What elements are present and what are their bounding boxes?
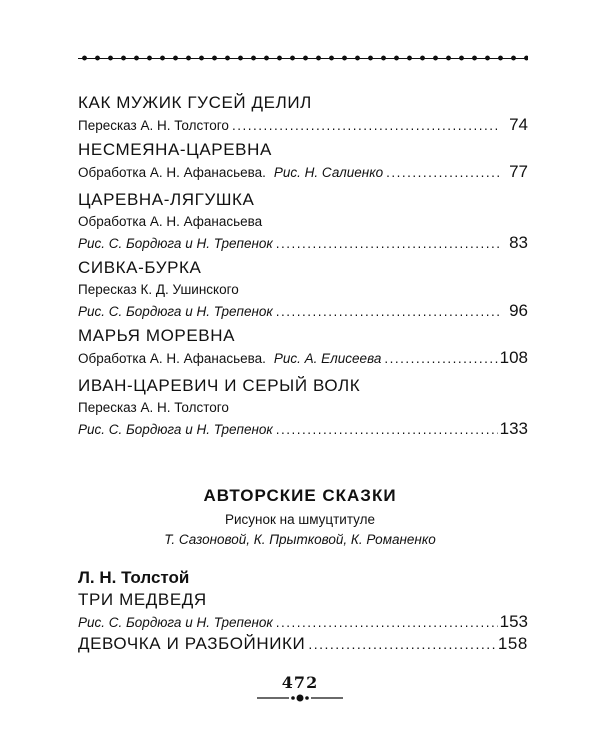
adaptation-credit: Пересказ А. Н. Толстого bbox=[78, 400, 229, 415]
toc-line bbox=[78, 633, 528, 655]
footer-page-number: 472 bbox=[281, 673, 319, 692]
toc-line bbox=[78, 114, 528, 136]
dot-leader bbox=[276, 612, 498, 633]
toc-line bbox=[78, 418, 528, 440]
story-title: ЦАРЕВНА-ЛЯГУШКА bbox=[78, 190, 255, 209]
author-name: Л. Н. Толстой bbox=[78, 568, 190, 587]
page-number: 108 bbox=[499, 348, 528, 367]
page-number: 158 bbox=[497, 634, 528, 653]
dot-leader bbox=[308, 633, 495, 655]
story-title: ДЕВОЧКА И РАЗБОЙНИКИ bbox=[78, 634, 306, 653]
dot-leader bbox=[232, 115, 500, 136]
story-title: ИВАН-ЦАРЕВИЧ И СЕРЫЙ ВОЛК bbox=[78, 376, 361, 395]
story-title: ТРИ МЕДВЕДЯ bbox=[78, 590, 207, 609]
illustrator-credit: Рис. С. Бордюга и Н. Трепенок bbox=[78, 615, 273, 630]
page-number: 74 bbox=[509, 115, 528, 134]
toc-entry bbox=[78, 257, 528, 325]
toc-line bbox=[78, 300, 528, 322]
illustrator-credit: Рис. С. Бордюга и Н. Трепенок bbox=[78, 422, 273, 437]
adaptation-credit: Обработка А. Н. Афанасьева bbox=[78, 214, 263, 229]
illustrator-credit: Рис. С. Бордюга и Н. Трепенок bbox=[78, 304, 273, 319]
page-number: 83 bbox=[509, 233, 528, 252]
contents-list bbox=[78, 92, 528, 443]
adaptation-credit: Пересказ К. Д. Ушинского bbox=[78, 282, 239, 297]
section-illustrators: Т. Сазоновой, К. Прытковой, К. Романенко bbox=[164, 532, 436, 547]
toc-line bbox=[78, 232, 528, 254]
dot-leader bbox=[386, 162, 500, 183]
dot-leader bbox=[276, 301, 500, 322]
adaptation-credit: Обработка А. Н. Афанасьева. bbox=[78, 351, 266, 366]
illustrator-credit: Рис. С. Бордюга и Н. Трепенок bbox=[78, 236, 273, 251]
dot-leader bbox=[276, 419, 498, 440]
story-title: КАК МУЖИК ГУСЕЙ ДЕЛИЛ bbox=[78, 93, 312, 112]
toc-entry bbox=[78, 139, 528, 189]
adaptation-credit: Обработка А. Н. Афанасьева. bbox=[78, 165, 266, 180]
section-heading: АВТОРСКИЕ СКАЗКИ bbox=[203, 486, 397, 505]
page-number: 96 bbox=[509, 301, 528, 320]
toc-line bbox=[78, 611, 528, 633]
dot-leader bbox=[384, 348, 497, 369]
toc-entry bbox=[78, 325, 528, 375]
section-subtitle: Рисунок на шмуцтитуле bbox=[224, 512, 376, 527]
toc-entry bbox=[78, 189, 528, 257]
dot-leader bbox=[276, 233, 500, 254]
story-title: СИВКА-БУРКА bbox=[78, 258, 202, 277]
toc-entry bbox=[78, 375, 528, 443]
story-title: НЕСМЕЯНА-ЦАРЕВНА bbox=[78, 140, 272, 159]
toc-entry bbox=[78, 92, 528, 142]
page-number: 133 bbox=[499, 419, 528, 438]
illustrator-credit: Рис. А. Елисеева bbox=[273, 351, 382, 366]
page-number: 153 bbox=[499, 612, 528, 631]
toc-line bbox=[78, 347, 528, 369]
top-ornament-border bbox=[78, 52, 528, 64]
toc-line bbox=[78, 161, 528, 183]
story-title: МАРЬЯ МОРЕВНА bbox=[78, 326, 236, 345]
illustrator-credit: Рис. Н. Салиенко bbox=[273, 165, 384, 180]
author-block bbox=[78, 568, 528, 655]
footer-ornament bbox=[255, 693, 345, 703]
page-number: 77 bbox=[509, 162, 528, 181]
adaptation-credit: Пересказ А. Н. Толстого bbox=[78, 118, 229, 133]
